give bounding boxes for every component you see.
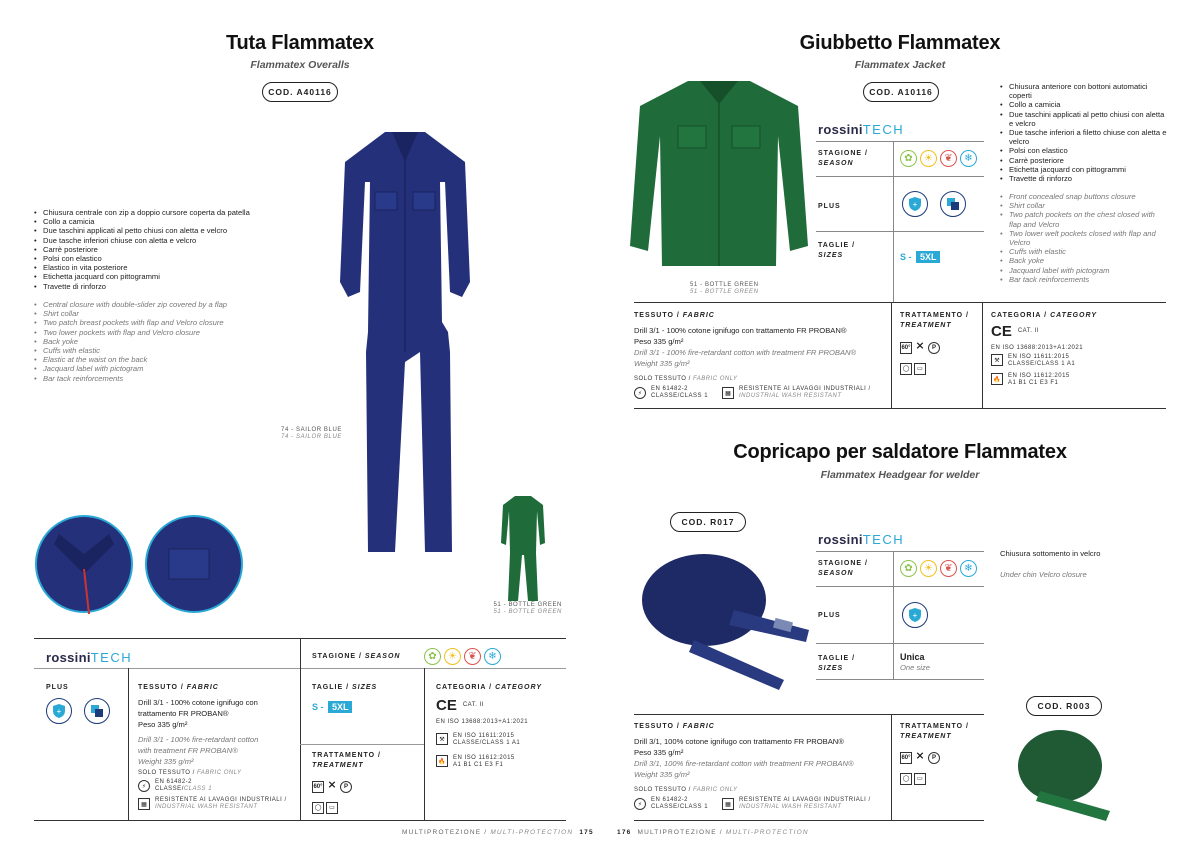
feature-item: • Back yoke: [34, 337, 314, 346]
headgear-feature-en: Under chin Velcro closure: [1000, 570, 1087, 579]
footer-right: 176 MULTIPROTEZIONE / MULTI-PROTECTION: [617, 829, 809, 836]
feature-item: • Travette di rinforzo: [34, 282, 314, 291]
jacket-treatment-icons: [900, 336, 942, 375]
feature-item: • Front concealed snap buttons closure: [1000, 192, 1168, 201]
feature-item: • Travette di rinforzo: [1000, 174, 1168, 183]
wash-60-icon: 60°: [900, 342, 912, 354]
feature-item: • Carrè posteriore: [1000, 156, 1168, 165]
summer-icon: ☀: [444, 648, 461, 665]
autumn-icon: ❦: [940, 560, 957, 577]
jacket-title: Giubbetto Flammatex: [799, 32, 1001, 54]
plus-icons: [46, 698, 110, 724]
iron-icon: ▭: [914, 363, 926, 375]
feature-item: • Shirt collar: [34, 309, 314, 318]
iron-icon: ▭: [914, 773, 926, 785]
headgear-title: Copricapo per saldatore Flammatex: [733, 441, 1067, 463]
treatment-icons: [312, 775, 354, 814]
flame-icon: 🔥: [436, 755, 448, 767]
headgear-fabric-label: TESSUTO / FABRIC: [634, 723, 715, 730]
tumble-dry-icon: ◯: [312, 802, 324, 814]
headgear-season-icons: [900, 560, 977, 577]
jacket-fabric-label: TESSUTO / FABRIC: [634, 312, 715, 319]
headgear-plus-icons: [902, 602, 928, 628]
jacket-fabric-description: Drill 3/1 - 100% cotone ignifugo con trattamento FR PROBAN® Peso 335 g/m² Drill 3/1 - 100% fire-retardant cotton with treatment FR PROBAN® Weight 335 g/m²: [634, 326, 857, 368]
features-it-list: [34, 208, 314, 291]
no-bleach-icon: ⨯: [915, 340, 925, 352]
feature-item: • Collo a camicia: [1000, 100, 1168, 109]
feature-item: • Back yoke: [1000, 256, 1168, 265]
jacket-features-en: [1000, 192, 1168, 284]
jacket-category-label: CATEGORIA / CATEGORY: [991, 312, 1098, 319]
feature-item: • Jacquard label with pictogram: [34, 364, 314, 373]
feature-item: • Chiusura centrale con zip a doppio cursore coperta da patella: [34, 208, 314, 217]
treatment-label: TRATTAMENTO / TREATMENT: [312, 752, 381, 769]
jacket-color-label: 51 - BOTTLE GREEN 51 - BOTTLE GREEN: [690, 282, 759, 295]
headgear-green-image: [1010, 716, 1120, 826]
headgear-fabric-only: SOLO TESSUTO / FABRIC ONLY: [634, 787, 738, 793]
wash-60-icon: 60°: [312, 781, 324, 793]
arc-icon: ⚡: [634, 798, 646, 810]
autumn-icon: ❦: [940, 150, 957, 167]
feature-item: • Bar tack reinforcements: [34, 374, 314, 383]
headgear-industrial-wash-row: ▦ RESISTENTE AI LAVAGGI INDUSTRIALI / INDUSTRIAL WASH RESISTANT: [722, 797, 871, 811]
jacket-features-it: [1000, 82, 1168, 183]
industrial-wash-row: ▦ RESISTENTE AI LAVAGGI INDUSTRIALI / INDUSTRIAL WASH RESISTANT: [138, 797, 287, 811]
jacket-plus-label: PLUS: [818, 203, 841, 210]
spring-icon: ✿: [900, 560, 917, 577]
jacket-en11612-row: 🔥 EN ISO 11612:2015 A1 B1 C1 E3 F1: [991, 373, 1070, 387]
feature-item: • Bar tack reinforcements: [1000, 275, 1168, 284]
winter-icon: ❄: [960, 560, 977, 577]
headgear-code-2: COD. R003: [1026, 696, 1102, 716]
feature-item: • Collo a camicia: [34, 217, 314, 226]
collar-detail-image: [34, 514, 134, 614]
shield-icon: [46, 698, 72, 724]
feature-item: • Polsi con elastico: [34, 254, 314, 263]
en11611-row: ⚒ EN ISO 11611:2015 CLASSE/CLASS 1 A1: [436, 733, 520, 747]
ce-mark: CE CAT. II: [436, 697, 484, 714]
category-label: CATEGORIA / CATEGORY: [436, 684, 543, 691]
feature-item: • Shirt collar: [1000, 201, 1168, 210]
feature-item: • Cuffs with elastic: [1000, 247, 1168, 256]
arc-icon: ⚡: [138, 780, 150, 792]
feature-item: • Chiusura anteriore con bottoni automatici coperti: [1000, 82, 1168, 100]
jacket-en13688: EN ISO 13688:2013+A1:2021: [991, 345, 1084, 351]
feature-item: • Elastic at the waist on the back: [34, 355, 314, 364]
season-label: STAGIONE / SEASON: [312, 653, 401, 660]
iron-icon: ▭: [326, 802, 338, 814]
brand-logo-2: rossiniTECH: [818, 122, 905, 137]
features-en-list: [34, 300, 314, 383]
feature-item: • Two patch pockets on the chest closed with flap and Velcro: [1000, 210, 1168, 228]
feature-item: • Etichetta jacquard con pittogrammi: [34, 272, 314, 281]
feature-item: • Etichetta jacquard con pittogrammi: [1000, 165, 1168, 174]
headgear-treatment-icons: [900, 746, 942, 785]
svg-text:+: +: [912, 611, 918, 620]
wash-icon: ▦: [722, 387, 734, 399]
page-title: Tuta Flammatex: [226, 32, 374, 54]
headgear-subtitle: Flammatex Headgear for welder: [820, 469, 980, 481]
headgear-en61482-row: ⚡ EN 61482-2 CLASSE/CLASS 1: [634, 797, 708, 811]
sizes-label: TAGLIE / SIZES: [312, 684, 378, 691]
svg-text:+: +: [912, 200, 918, 209]
spring-icon: ✿: [424, 648, 441, 665]
feature-item: • Cuffs with elastic: [34, 346, 314, 355]
headgear-code-1: COD. R017: [670, 512, 746, 532]
tumble-dry-icon: ◯: [900, 363, 912, 375]
sizes-value: S - 5XL: [312, 697, 352, 715]
footer-left: MULTIPROTEZIONE / MULTI-PROTECTION 175: [402, 829, 594, 836]
wash-60-icon: 60°: [900, 752, 912, 764]
jacket-sizes-label: TAGLIE / SIZES: [818, 242, 856, 259]
feature-item: • Central closure with double-slider zip covered by a flap: [34, 300, 314, 309]
jacket-season-icons: [900, 150, 977, 167]
dry-clean-icon: P: [928, 342, 940, 354]
en11612-row: 🔥 EN ISO 11612:2015 A1 B1 C1 E3 F1: [436, 755, 515, 769]
jacket-fabric-only: SOLO TESSUTO / FABRIC ONLY: [634, 376, 738, 382]
jacket-green-image: [628, 76, 810, 276]
feature-item: • Due tasche inferiori a filetto chiuse con aletta e velcro: [1000, 128, 1168, 146]
jacket-sizes-value: S - 5XL: [900, 247, 940, 265]
headgear-plus-label: PLUS: [818, 612, 841, 619]
feature-item: • Carrè posteriore: [34, 245, 314, 254]
feature-item: • Elastico in vita posteriore: [34, 263, 314, 272]
feature-item: • Two lower welt pockets closed with flap and Velcro: [1000, 229, 1168, 247]
summer-icon: ☀: [920, 560, 937, 577]
jacket-season-label: STAGIONE / SEASON: [818, 150, 868, 167]
winter-icon: ❄: [484, 648, 501, 665]
jacket-plus-icons: [902, 191, 966, 217]
jacket-en61482-row: ⚡ EN 61482-2 CLASSE/CLASS 1: [634, 386, 708, 400]
headgear-feature-it: Chiusura sottomento in velcro: [1000, 549, 1101, 558]
brand-logo-3: rossiniTECH: [818, 532, 905, 547]
flame-icon: 🔥: [991, 373, 1003, 385]
dry-clean-icon: P: [340, 781, 352, 793]
jacket-en11611-row: ⚒ EN ISO 11611:2015 CLASSE/CLASS 1 A1: [991, 354, 1075, 368]
color-label-1: 74 - SAILOR BLUE 74 - SAILOR BLUE: [281, 427, 342, 440]
color-label-2: 51 - BOTTLE GREEN 51 - BOTTLE GREEN: [493, 602, 562, 615]
jacket-subtitle: Flammatex Jacket: [854, 59, 946, 71]
headgear-treatment-label: TRATTAMENTO / TREATMENT: [900, 723, 969, 740]
welding-icon: ⚒: [436, 733, 448, 745]
wash-plus-icon: [940, 191, 966, 217]
no-bleach-icon: ⨯: [915, 750, 925, 762]
overall-green-image: [498, 493, 548, 603]
product-code: COD. A40116: [262, 82, 338, 102]
page-subtitle: Flammatex Overalls: [250, 59, 350, 71]
arc-icon: ⚡: [634, 387, 646, 399]
feature-item: • Due taschini applicati al petto chiusi con aletta e velcro: [34, 226, 314, 235]
season-icons: [424, 648, 501, 665]
shield-icon: [902, 191, 928, 217]
autumn-icon: ❦: [464, 648, 481, 665]
feature-item: • Polsi con elastico: [1000, 146, 1168, 155]
brand-logo: rossiniTECH: [46, 650, 133, 665]
en61482-row: ⚡ EN 61482-2 CLASSE/CLASS 1: [138, 779, 212, 793]
feature-item: • Jacquard label with pictogram: [1000, 266, 1168, 275]
pocket-detail-image: [144, 514, 244, 614]
summer-icon: ☀: [920, 150, 937, 167]
spring-icon: ✿: [900, 150, 917, 167]
shield-icon: [902, 602, 928, 628]
fabric-description: Drill 3/1 - 100% cotone ignifugo con trattamento FR PROBAN® Peso 335 g/m² Drill 3/1 - 100% fire-retardant cotton with treatment FR PROBAN® Weight 335 g/m²: [138, 698, 259, 766]
fabric-label: TESSUTO / FABRIC: [138, 684, 219, 691]
wash-icon: ▦: [138, 798, 150, 810]
no-bleach-icon: ⨯: [327, 779, 337, 791]
feature-item: • Due taschini applicati al petto chiusi con aletta e velcro: [1000, 110, 1168, 128]
feature-item: • Two lower pockets with flap and Velcro closure: [34, 328, 314, 337]
fabric-only-label: SOLO TESSUTO / FABRIC ONLY: [138, 770, 242, 776]
winter-icon: ❄: [960, 150, 977, 167]
overall-blue-image: [330, 122, 480, 562]
headgear-sizes-label: TAGLIE / SIZES: [818, 655, 856, 672]
en13688-label: EN ISO 13688:2013+A1:2021: [436, 719, 529, 725]
jacket-ce-mark: CE CAT. II: [991, 323, 1039, 340]
jacket-treatment-label: TRATTAMENTO / TREATMENT: [900, 312, 969, 329]
feature-item: • Two patch breast pockets with flap and Velcro closure: [34, 318, 314, 327]
wash-icon: ▦: [722, 798, 734, 810]
plus-label: PLUS: [46, 684, 69, 691]
wash-plus-icon: [84, 698, 110, 724]
headgear-fabric-description: Drill 3/1, 100% cotone ignifugo con trattamento FR PROBAN® Peso 335 g/m² Drill 3/1, 100% fire-retardant cotton with treatment FR PROBAN® Weight 335 g/m²: [634, 737, 854, 779]
jacket-code: COD. A10116: [863, 82, 939, 102]
dry-clean-icon: P: [928, 752, 940, 764]
headgear-season-label: STAGIONE / SEASON: [818, 560, 868, 577]
jacket-industrial-wash-row: ▦ RESISTENTE AI LAVAGGI INDUSTRIALI / INDUSTRIAL WASH RESISTANT: [722, 386, 871, 400]
welding-icon: ⚒: [991, 354, 1003, 366]
headgear-navy-image: [634, 540, 816, 690]
headgear-sizes-value: Unica One size: [900, 652, 930, 672]
tumble-dry-icon: ◯: [900, 773, 912, 785]
svg-text:+: +: [56, 707, 62, 716]
feature-item: • Due tasche inferiori chiuse con aletta e velcro: [34, 236, 314, 245]
